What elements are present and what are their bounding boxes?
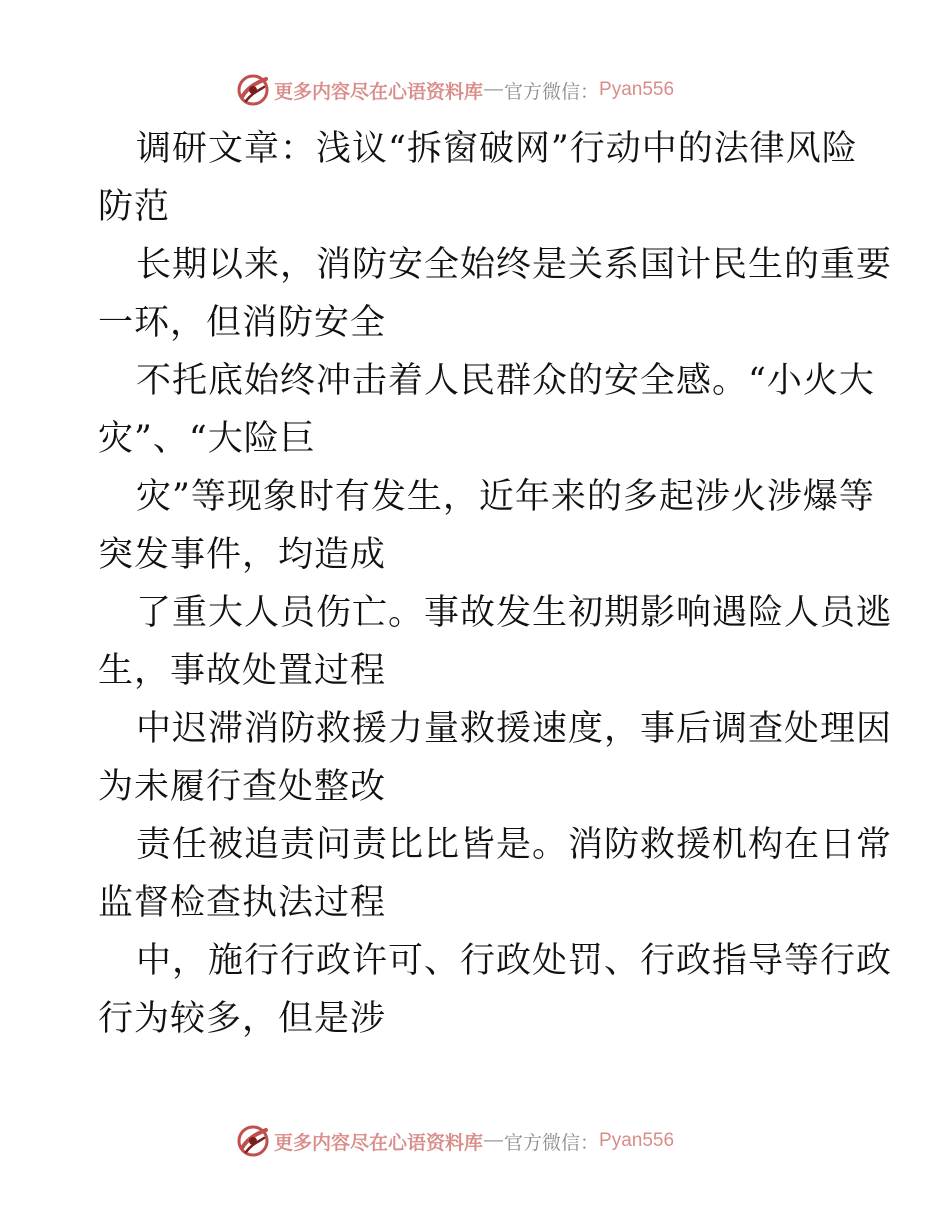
footer-watermark — [236, 1124, 674, 1158]
paragraph-line: 行为较多，但是涉 — [98, 999, 387, 1039]
watermark-site-text: 更多内容尽在心语资料库 — [274, 80, 484, 103]
watermark-wechat-label: 官方微信： — [504, 1131, 600, 1154]
ribbon-swirl-logo-icon — [236, 73, 270, 107]
watermark-separator: — — [484, 79, 504, 100]
document-title-line: 防范 — [98, 187, 171, 227]
watermark-wechat-label: 官方微信： — [504, 80, 600, 103]
paragraph-line: 中，施行行政许可、行政处罚、行政指导等行政 — [136, 941, 893, 981]
paragraph-line: 中迟滞消防救援力量救援速度，事后调查处理因 — [136, 709, 893, 749]
document-title-line: 调研文章：浅议“拆窗破网”行动中的法律风险 — [136, 129, 858, 169]
paragraph-line: 长期以来，消防安全始终是关系国计民生的重要 — [136, 245, 893, 285]
paragraph-line: 了重大人员伤亡。事故发生初期影响遇险人员逃 — [136, 593, 893, 633]
header-watermark — [236, 73, 674, 107]
paragraph-line: 生，事故处置过程 — [98, 651, 387, 691]
paragraph-line: 不托底始终冲击着人民群众的安全感。“小火大 — [136, 361, 875, 401]
paragraph-line: 为未履行查处整改 — [98, 767, 387, 807]
paragraph-line: 一环，但消防安全 — [98, 303, 387, 343]
paragraph-line: 灾”、“大险巨 — [98, 419, 316, 459]
ribbon-swirl-logo-icon — [236, 1124, 270, 1158]
watermark-site-text: 更多内容尽在心语资料库 — [274, 1131, 484, 1154]
paragraph-line: 灾”等现象时有发生，近年来的多起涉火涉爆等 — [136, 477, 875, 517]
document-body — [98, 120, 893, 1048]
watermark-wechat-id: Pyan556 — [599, 1130, 675, 1151]
paragraph-line: 监督检查执法过程 — [98, 883, 387, 923]
paragraph-line: 责任被追责问责比比皆是。消防救援机构在日常 — [136, 825, 893, 865]
watermark-wechat-id: Pyan556 — [599, 79, 675, 100]
watermark-separator: — — [484, 1130, 504, 1151]
paragraph-line: 突发事件，均造成 — [98, 535, 387, 575]
